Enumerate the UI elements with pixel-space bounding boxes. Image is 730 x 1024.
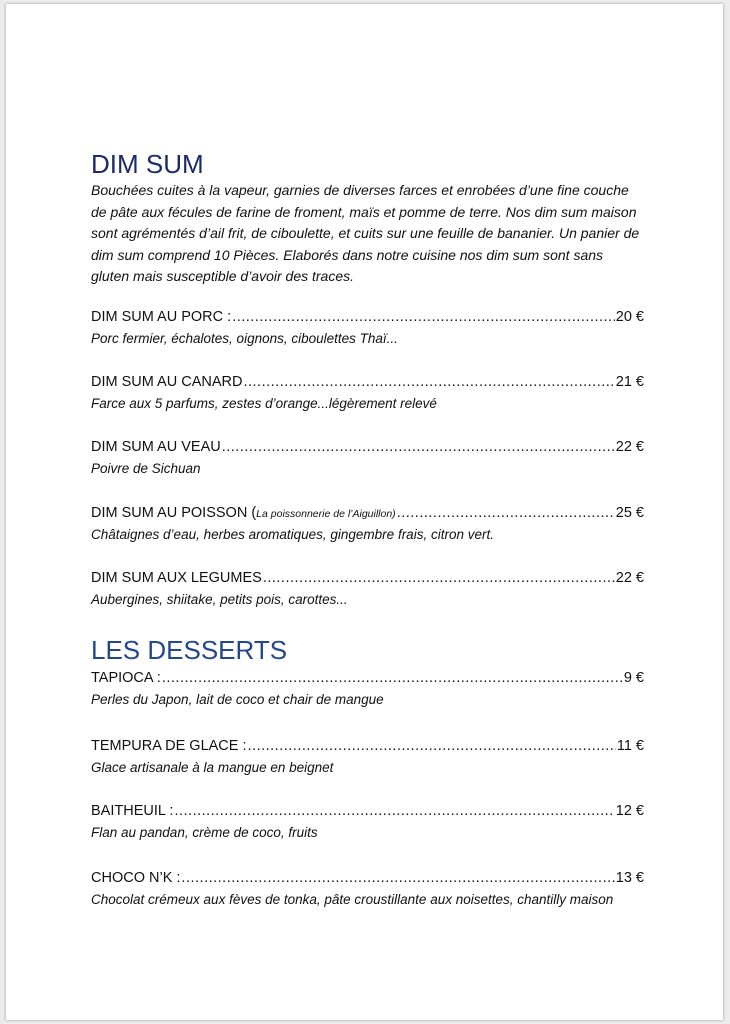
item-price: 9 € [623,670,644,686]
item-description: Perles du Japon, lait de coco et chair de mangue [91,692,384,707]
item-price: 22 € [615,439,644,455]
menu-item [91,505,644,545]
dot-leader [397,505,615,521]
item-name: BAITHEUIL : [91,803,174,819]
menu-item [91,374,644,414]
section-title-dim-sum: DIM SUM [91,149,204,179]
item-name: DIM SUM AU VEAU [91,439,221,455]
dot-leader [181,870,614,886]
item-name: DIM SUM AU POISSON ( [91,505,257,521]
item-description: Poivre de Sichuan [91,461,201,476]
item-name: CHOCO N’K : [91,870,181,886]
item-name: DIM SUM AU CANARD [91,374,243,390]
item-price: 22 € [615,570,644,586]
item-price: 12 € [615,803,644,819]
item-description: Farce aux 5 parfums, zestes d’orange...légèrement relevé [91,396,437,411]
dim-sum-intro: Bouchées cuites à la vapeur, garnies de diverses farces et enrobées d’une fine couche de pâte aux fécules de farine de froment, maïs et pomme de terre. Nos dim sum maison sont agrémentés d’ail frit, de ciboulette, et cuits sur une feuille de bananier. Un panier de dim sum comprend 10 Pièces. Elaborés dans notre cuisine nos dim sum sont sans gluten mais susceptible d’avoir des traces. [91,182,640,284]
menu-item [91,870,644,910]
menu-item [91,439,644,479]
dot-leader [222,439,615,455]
menu-item [91,803,644,843]
menu-item [91,570,644,610]
item-description: Chocolat crémeux aux fèves de tonka, pâte croustillante aux noisettes, chantilly maison [91,892,614,907]
item-name: DIM SUM AU PORC : [91,309,232,325]
dot-leader [232,309,615,325]
item-price: 25 € [615,505,644,521]
item-note: La poissonnerie de l’Aiguillon) [256,508,396,520]
dot-leader [243,374,614,390]
item-description: Flan au pandan, crème de coco, fruits [91,825,318,840]
dot-leader [263,570,615,586]
menu-item [91,309,644,349]
menu-item [91,738,644,778]
item-price: 21 € [615,374,644,390]
item-name: DIM SUM AUX LEGUMES [91,570,262,586]
item-description: Châtaignes d’eau, herbes aromatiques, gingembre frais, citron vert. [91,527,494,542]
section-title-desserts: LES DESSERTS [91,635,288,665]
menu-page [6,4,723,1020]
dot-leader [162,670,623,686]
item-name: TAPIOCA : [91,670,161,686]
item-description: Glace artisanale à la mangue en beignet [91,760,334,775]
menu-item [91,670,644,710]
item-price: 20 € [615,309,644,325]
item-name: TEMPURA DE GLACE : [91,738,247,754]
item-description: Porc fermier, échalotes, oignons, ciboulettes Thaï... [91,331,398,346]
item-price: 13 € [615,870,644,886]
dot-leader [174,803,614,819]
dot-leader [248,738,616,754]
item-description: Aubergines, shiitake, petits pois, carottes... [91,592,348,607]
item-price: 11 € [616,738,644,754]
